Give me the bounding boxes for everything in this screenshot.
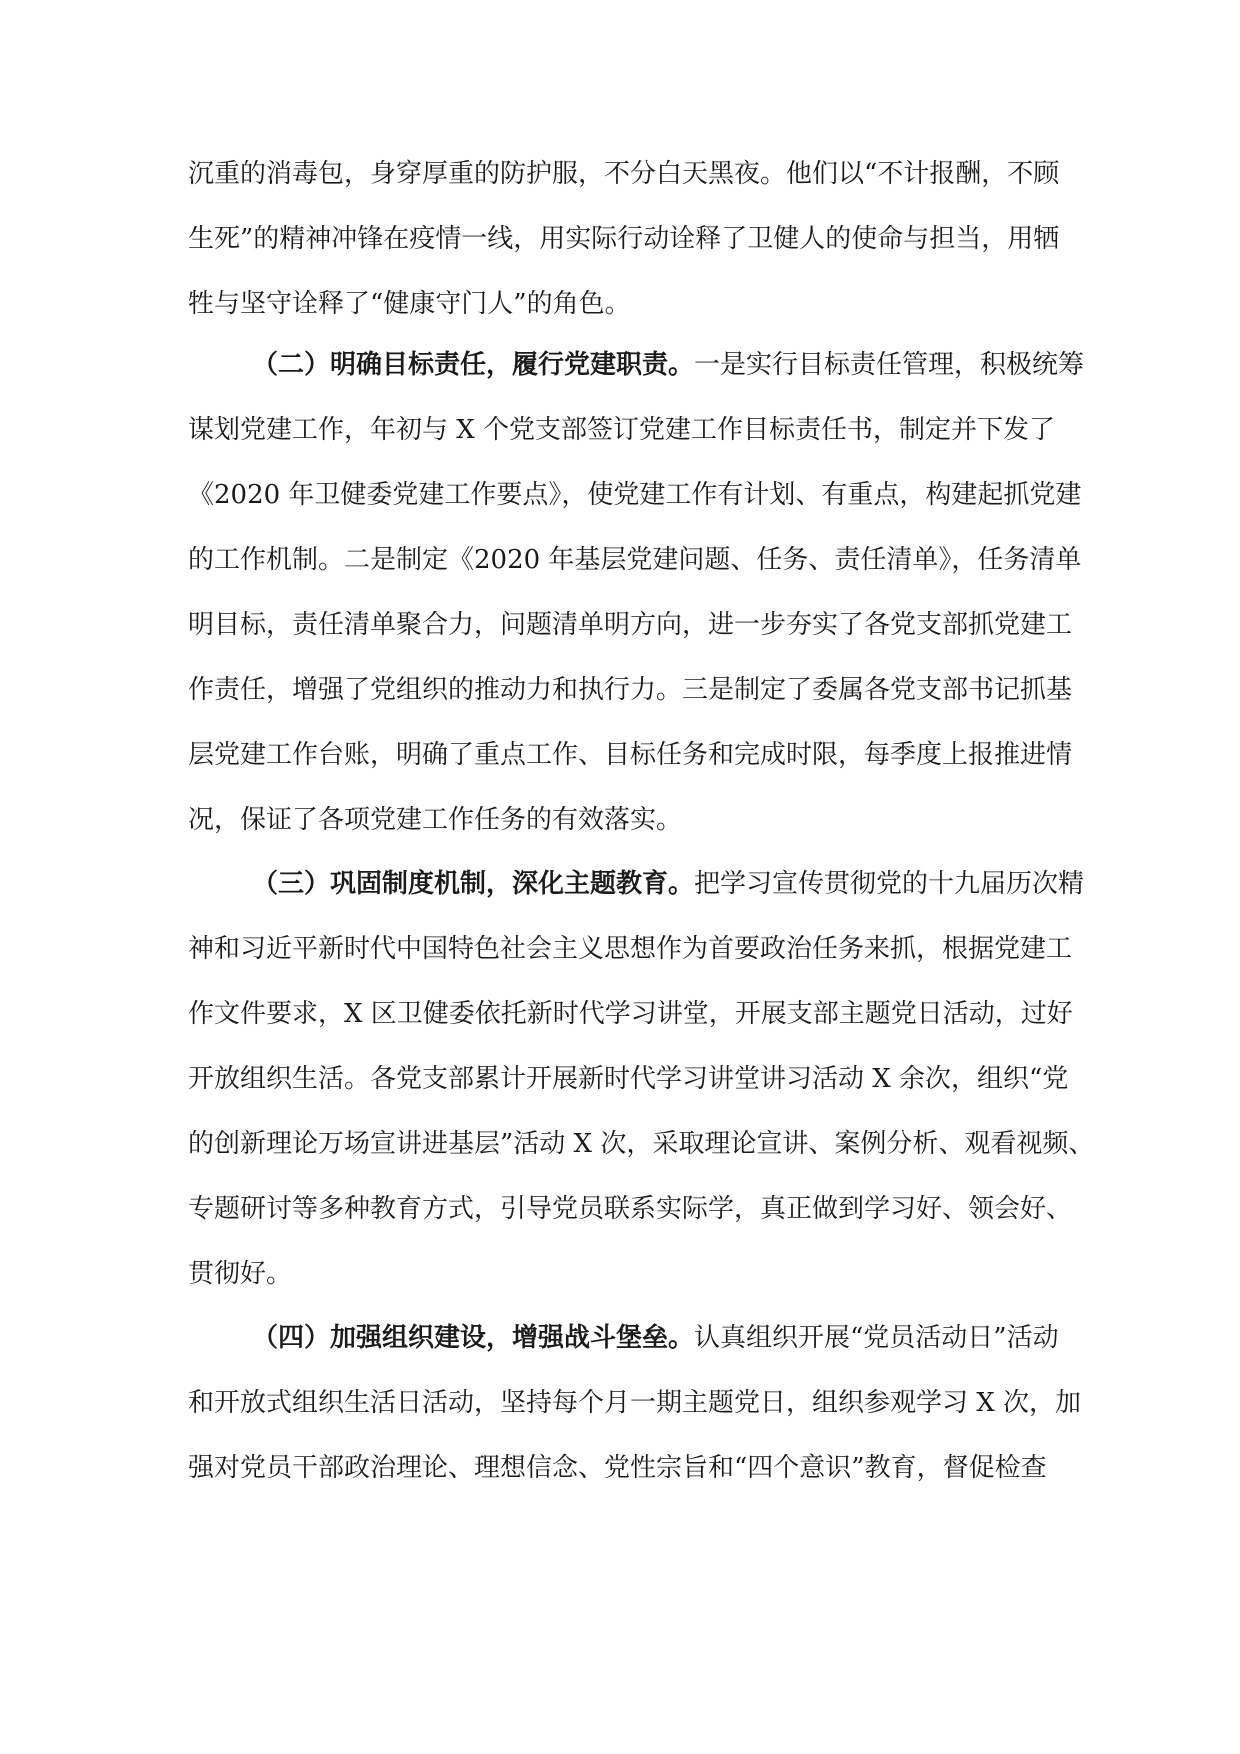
- text-line: 开放组织生活。各党支部累计开展新时代学习讲堂讲习活动 X 余次，组织“党: [188, 1064, 1069, 1094]
- text-line: 谋划党建工作，年初与 X 个党支部签订党建工作目标责任书，制定并下发了: [188, 415, 1056, 445]
- text-line: 《2020 年卫健委党建工作要点》，使党建工作有计划、有重点，构建起抓党建: [188, 480, 1082, 510]
- text-line: 神和习近平新时代中国特色社会主义思想作为首要政治任务来抓，根据党建工: [188, 934, 1073, 964]
- text-line: 贯彻好。: [188, 1259, 293, 1289]
- section-heading: （四）加强组织建设，增强战斗堡垒。: [252, 1323, 695, 1353]
- text-line: 明目标，责任清单聚合力，问题清单明方向，进一步夯实了各党支部抓党建工: [188, 610, 1073, 640]
- text-run: 认真组织开展“党员活动日”活动: [694, 1323, 1059, 1353]
- text-line: [188, 852, 1085, 917]
- text-line: 的创新理论万场宣讲进基层”活动 X 次，采取理论宣讲、案例分析、观看视频、: [188, 1129, 1095, 1159]
- section-heading: （二）明确目标责任，履行党建职责。: [252, 350, 695, 380]
- text-line: 牲与坚守诠释了“健康守门人”的角色。: [188, 289, 631, 319]
- text-line: 专题研讨等多种教育方式，引导党员联系实际学，真正做到学习好、领会好、: [188, 1194, 1073, 1224]
- section-two: [188, 333, 1085, 853]
- text-line: 层党建工作台账，明确了重点工作、目标任务和完成时限，每季度上报推进情: [188, 740, 1073, 770]
- paragraph-continuation: [188, 142, 1068, 337]
- text-line: [188, 333, 1085, 398]
- text-line: 作文件要求，X 区卫健委依托新时代学习讲堂，开展支部主题党日活动，过好: [188, 999, 1073, 1029]
- text-line: 强对党员干部政治理论、理想信念、党性宗旨和“四个意识”教育，督促检查: [188, 1453, 1047, 1483]
- text-line: 的工作机制。二是制定《2020 年基层党建问题、任务、责任清单》，任务清单: [188, 545, 1082, 575]
- section-three: [188, 852, 1095, 1307]
- text-line: 沉重的消毒包，身穿厚重的防护服，不分白天黑夜。他们以“不计报酬，不顾: [188, 159, 1060, 189]
- section-heading: （三）巩固制度机制，深化主题教育。: [252, 869, 695, 899]
- text-run: 把学习宣传贯彻党的十九届历次精: [694, 869, 1085, 899]
- text-run: 一是实行目标责任管理，积极统筹: [694, 350, 1085, 380]
- text-line: 况，保证了各项党建工作任务的有效落实。: [188, 805, 683, 835]
- text-line: 生死”的精神冲锋在疫情一线，用实际行动诠释了卫健人的使命与担当，用牺: [188, 224, 1060, 254]
- text-line: 和开放式组织生活日活动，坚持每个月一期主题党日，组织参观学习 X 次，加: [188, 1388, 1082, 1418]
- text-line: [188, 1306, 1068, 1371]
- text-line: 作责任，增强了党组织的推动力和执行力。三是制定了委属各党支部书记抓基: [188, 675, 1073, 705]
- section-four: [188, 1306, 1082, 1501]
